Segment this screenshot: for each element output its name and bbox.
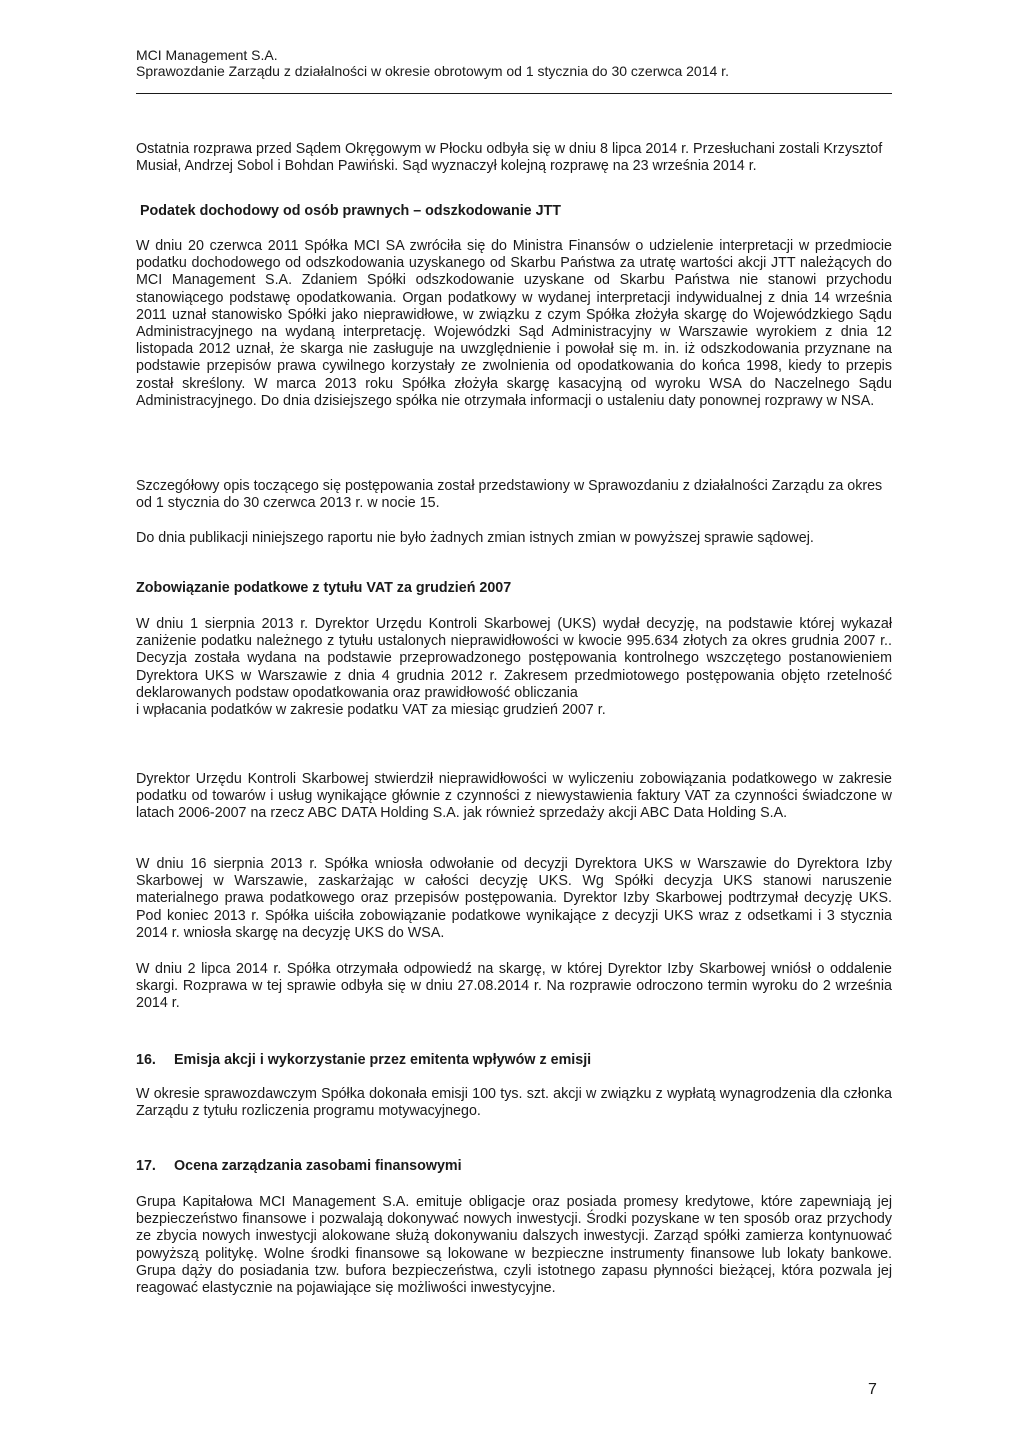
section-16-number: 16. [136,1052,156,1068]
heading-jtt-tax-text: Podatek dochodowy od osób prawnych – odszkodowanie JTT [140,203,562,219]
heading-section-16 [136,1052,892,1069]
paragraph-vat-decision [136,616,892,719]
heading-section-17 [136,1158,892,1175]
heading-vat: Zobowiązanie podatkowe z tytułu VAT za grudzień 2007 [136,580,512,596]
page-number: 7 [868,1381,877,1398]
paragraph-vat-response: W dniu 2 lipca 2014 r. Spółka otrzymała odpowiedź na skargę, w której Dyrektor Izby Skarbowej wniósł o oddalenie skargi. Rozprawa w tej sprawie odbyła się w dniu 27.08.2014 r. Na rozprawie odroczono termin wyroku do 2 września 2014 r. [136,961,892,1012]
paragraph-detail-reference: Szczegółowy opis toczącego się postępowania został przedstawiony w Sprawozdaniu z działalności Zarządu za okres od 1 stycznia do 30 czerwca 2013 r. w nocie 15. [136,478,883,512]
header-subtitle: Sprawozdanie Zarządu z działalności w okresie obrotowym od 1 stycznia do 30 czerwca 2014 r. [136,63,729,79]
paragraph-vat-decision-main: W dniu 1 sierpnia 2013 r. Dyrektor Urzędu Kontroli Skarbowej (UKS) wydał decyzję, na podstawie której wykazał zaniżenie podatku należnego z tytułu ustalonych nieprawidłowości w kwocie 995.634 złotych za okres grudnia 2007 r.. Decyzja została wydana na podstawie przeprowadzonego postępowania kontrolnego wszczętego postanowieniem Dyrektora UKS w Warszawie z dnia 4 grudnia 2012 r. Zakresem przedmiotowego postępowania objęto rzetelność deklarowanych podstaw opodatkowania oraz prawidłowość obliczania [136,616,892,701]
section-16-title: Emisja akcji i wykorzystanie przez emitenta wpływów z emisji [174,1052,592,1068]
paragraph-no-change: Do dnia publikacji niniejszego raportu nie było żadnych zmian istnych zmian w powyższej sprawie sądowej. [136,530,814,546]
paragraph-vat-decision-cont: i wpłacania podatków w zakresie podatku VAT za miesiąc grudzień 2007 r. [136,702,606,719]
paragraph-section-17: Grupa Kapitałowa MCI Management S.A. emituje obligacje oraz posiada promesy kredytowe, które zapewniają jej bezpieczeństwo finansowe i pozwalają dokonywać nowych inwestycji. Środki pozyskane w ten sposób oraz przychody ze zbycia nowych inwestycji alokowane służą dokonywaniu dalszych inwestycji. Zarząd spółki zamierza kontynuować powyższą politykę. Wolne środki finansowe są lokowane w bezpieczne instrumenty finansowe lub lokaty bankowe. Grupa dąży do posiadania tzw. bufora bezpieczeństwa, czyli istotnego zapasu płynności bieżącej, która pozwala jej reagować elastycznie na pojawiające się możliwości inwestycyjne. [136,1194,892,1297]
header-company: MCI Management S.A. [136,47,278,63]
section-17-number: 17. [136,1158,156,1174]
heading-jtt-tax [136,203,892,220]
header-rule [136,93,892,94]
paragraph-vat-findings: Dyrektor Urzędu Kontroli Skarbowej stwierdził nieprawidłowości w wyliczeniu zobowiązania podatkowego w zakresie podatku od towarów i usług wynikające głównie z czynności z niewystawienia faktury VAT za czynności świadczone w latach 2006-2007 na rzecz ABC DATA Holding S.A. jak również sprzedaży akcji ABC Data Holding S.A. [136,771,892,822]
paragraph-section-16: W okresie sprawozdawczym Spółka dokonała emisji 100 tys. szt. akcji w związku z wypłatą wynagrodzenia dla członka Zarządu z tytułu rozliczenia programu motywacyjnego. [136,1086,892,1120]
paragraph-court-hearing: Ostatnia rozprawa przed Sądem Okręgowym w Płocku odbyła się w dniu 8 lipca 2014 r. Przesłuchani zostali Krzysztof Musiał, Andrzej Sobol i Bohdan Pawiński. Sąd wyznaczył kolejną rozprawę na 23 września 2014 r. [136,141,883,175]
section-17-title: Ocena zarządzania zasobami finansowymi [174,1158,462,1174]
paragraph-vat-appeal: W dniu 16 sierpnia 2013 r. Spółka wniosła odwołanie od decyzji Dyrektora UKS w Warszawie do Dyrektora Izby Skarbowej w Warszawie, zaskarżając w całości decyzję UKS. Wg Spółki decyzja UKS stanowi naruszenie materialnego prawa podatkowego oraz przepisów postępowania. Dyrektor Izby Skarbowej podtrzymał decyzję UKS. Pod koniec 2013 r. Spółka uiściła zobowiązanie podatkowe wynikające z decyzji UKS wraz z odsetkami i 3 stycznia 2014 r. wniosła skargę na decyzję UKS do WSA. [136,856,892,941]
page-header [136,47,892,79]
paragraph-jtt: W dniu 20 czerwca 2011 Spółka MCI SA zwróciła się do Ministra Finansów o udzielenie interpretacji w przedmiocie podatku dochodowego od odszkodowania uzyskanego od Skarbu Państwa za utratę wartości akcji JTT należących do MCI Management S.A. Zdaniem Spółki odszkodowanie uzyskane od Skarbu Państwa nie stanowi przychodu stanowiącego podstawę opodatkowania. Organ podatkowy w wydanej interpretacji indywidualnej z dnia 14 września 2011 uznał stanowisko Spółki jako nieprawidłowe, w związku z czym Spółka złożyła skargę do Wojewódzkiego Sądu Administracyjnego na wydaną interpretację. Wojewódzki Sąd Administracyjny w Warszawie wyrokiem z dnia 12 listopada 2012 uznał, że skarga nie zasługuje na uwzględnienie i powołał się m. in. iż odszkodowania przyznane na podstawie przepisów prawa cywilnego korzystały ze zwolnienia od opodatkowania do końca 1998, kiedy to przepis został skreślony. W marca 2013 roku Spółka złożyła skargę kasacyjną od wyroku WSA do Naczelnego Sądu Administracyjnego. Do dnia dzisiejszego spółka nie otrzymała informacji o ustaleniu daty ponownej rozprawy w NSA. [136,238,892,409]
